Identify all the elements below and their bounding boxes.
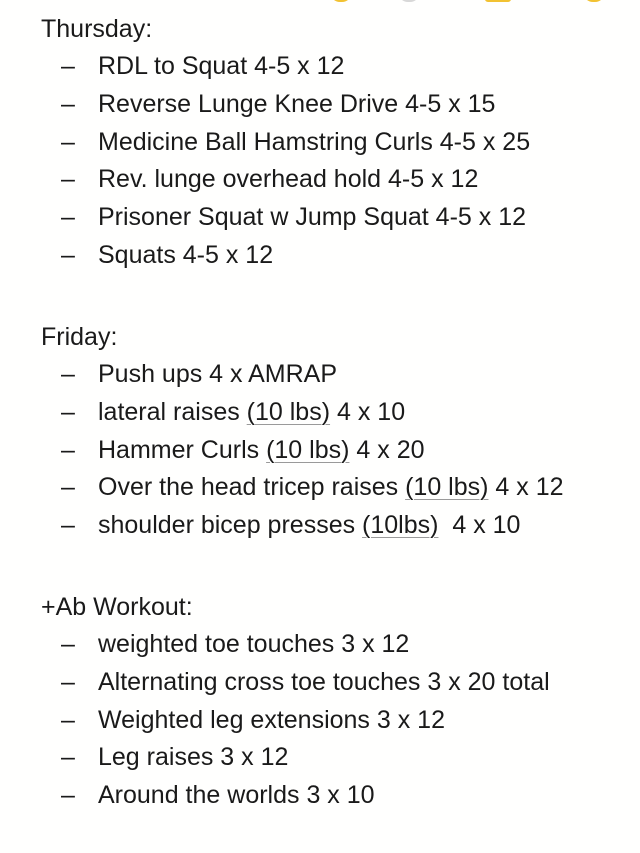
list-item	[41, 739, 631, 777]
dash-bullet: –	[61, 165, 75, 194]
list-item	[41, 394, 631, 432]
section-heading: Thursday:	[41, 15, 153, 43]
list-item	[41, 777, 631, 815]
list-item-text: weighted toe touches 3 x 12	[98, 630, 410, 658]
dash-bullet: –	[61, 781, 75, 810]
list-item	[41, 86, 631, 124]
item-text: shoulder bicep presses	[98, 511, 363, 540]
dash-bullet: –	[61, 240, 75, 269]
dash-bullet: –	[61, 743, 75, 772]
item-text: 4 x 10	[330, 397, 406, 426]
list-item-text	[98, 394, 405, 432]
weight-note: (10 lbs)	[266, 435, 350, 464]
emoji-icon	[583, 0, 605, 2]
item-text: Over the head tricep raises	[98, 473, 406, 502]
section-heading: +Ab Workout:	[41, 593, 193, 621]
dash-bullet: –	[61, 630, 75, 658]
list-item	[41, 161, 631, 199]
item-text: Push ups 4 x AMRAP	[98, 360, 338, 388]
list-item-text: Alternating cross toe touches 3 x 20 total	[98, 667, 550, 696]
list-item-text	[98, 507, 520, 545]
list-item	[41, 702, 631, 740]
weight-note: (10lbs)	[362, 511, 439, 540]
section-heading: Friday:	[41, 323, 118, 351]
list-item-text: Squats 4-5 x 12	[98, 240, 274, 269]
emoji-row-remnant	[0, 0, 640, 4]
item-text: lateral raises	[98, 397, 247, 426]
dash-bullet: –	[61, 511, 75, 540]
dash-bullet: –	[61, 360, 75, 388]
emoji-icon	[330, 0, 352, 2]
thursday-section	[41, 10, 631, 275]
list-item-text: RDL to Squat 4-5 x 12	[98, 52, 345, 80]
list-item-text: Weighted leg extensions 3 x 12	[98, 705, 445, 734]
emoji-icon	[398, 0, 420, 2]
friday-section	[41, 318, 631, 545]
list-item-text: Around the worlds 3 x 10	[98, 781, 375, 810]
emoji-icon	[485, 0, 511, 2]
dash-bullet: –	[61, 89, 75, 118]
list-item-text	[98, 356, 337, 394]
list-item	[41, 432, 631, 470]
list-item	[41, 507, 631, 545]
list-item-text	[98, 469, 564, 507]
dash-bullet: –	[61, 473, 75, 502]
list-item	[41, 626, 631, 664]
list-item-text: Rev. lunge overhead hold 4-5 x 12	[98, 165, 479, 194]
dash-bullet: –	[61, 435, 75, 464]
dash-bullet: –	[61, 705, 75, 734]
list-item-text	[98, 432, 425, 470]
weight-note: (10 lbs)	[405, 473, 489, 502]
list-item	[41, 124, 631, 162]
dash-bullet: –	[61, 127, 75, 156]
item-text: 4 x 12	[488, 473, 564, 502]
ab-workout-section	[41, 588, 631, 815]
list-item	[41, 237, 631, 275]
list-item	[41, 664, 631, 702]
dash-bullet: –	[61, 667, 75, 696]
weight-note: (10 lbs)	[246, 397, 331, 426]
dash-bullet: –	[61, 203, 75, 232]
list-item	[41, 356, 631, 394]
dash-bullet: –	[61, 52, 75, 80]
list-item	[41, 469, 631, 507]
item-text: Hammer Curls	[98, 435, 267, 464]
item-text: 4 x 20	[349, 435, 425, 464]
list-item-text: Leg raises 3 x 12	[98, 743, 289, 772]
list-item-text: Medicine Ball Hamstring Curls 4-5 x 25	[98, 127, 531, 156]
dash-bullet: –	[61, 397, 75, 426]
list-item-text: Prisoner Squat w Jump Squat 4-5 x 12	[98, 203, 527, 232]
list-item-text: Reverse Lunge Knee Drive 4-5 x 15	[98, 89, 496, 118]
list-item	[41, 48, 631, 86]
list-item	[41, 199, 631, 237]
item-text: 4 x 10	[438, 511, 521, 540]
